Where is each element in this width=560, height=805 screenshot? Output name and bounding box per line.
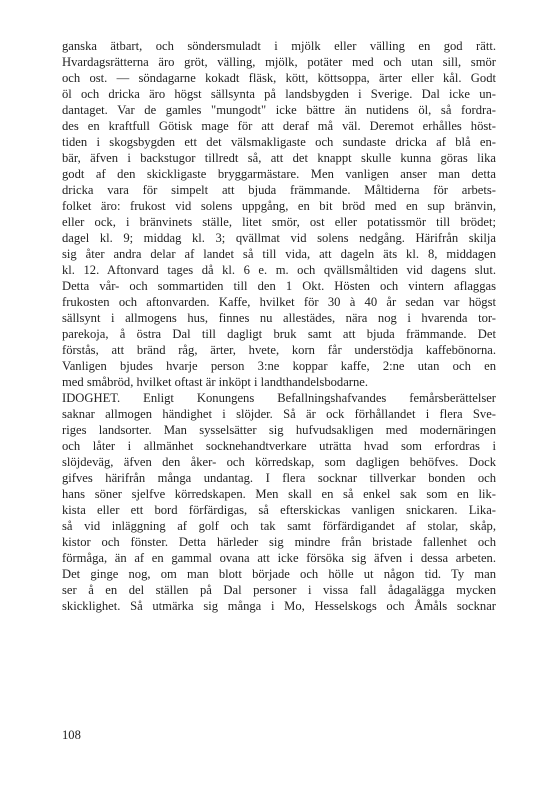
text-line: förmåga, än af en gammal ovana att icke försöka sig äfven i dessa arbeten. bbox=[62, 551, 496, 565]
text-line: bär, äfven i backstugor tillredt så, att det knappt skulle kunna göras lika bbox=[62, 151, 496, 165]
text-line: Hvardagsrätterna äro gröt, välling, mjölk, potäter med och utan sill, smör bbox=[62, 55, 496, 69]
text-line: des en kraftfull Götisk mage för att deraf må väl. Deremot erhålles höst- bbox=[62, 119, 496, 133]
text-line: dantaget. Var de gamles "mungodt" icke bättre än nutidens öl, så fordra- bbox=[62, 103, 496, 117]
text-line: och låter i allmänhet socknehandtverkare uträtta hvad som erfordras i bbox=[62, 439, 496, 453]
text-line: och ost. — söndagarne kokadt fläsk, kött, köttsoppa, ärter eller kål. Godt bbox=[62, 71, 496, 85]
text-line: ser å en del ställen på Dal personer i vissa fall ådagaläggа mycken bbox=[62, 583, 496, 597]
text-line: IDOGHET. Enligt Konungens Befallningshafvandes femårsberättelser bbox=[62, 391, 496, 405]
page-number: 108 bbox=[62, 728, 81, 742]
text-line: godt af den skickligaste bryggarmästare. Men vanligen anser man detta bbox=[62, 167, 496, 181]
text-line: sig åter andra delar af landet så till vida, att dageln äts kl. 8, middagen bbox=[62, 247, 496, 261]
text-line: frukosten och aftonvarden. Kaffe, hvilket för 30 à 40 år sedan var högst bbox=[62, 295, 496, 309]
text-line: ganska ätbart, och söndersmuladt i mjölk eller välling en god rätt. bbox=[62, 39, 496, 53]
text-line: kista eller ett bord förfärdigas, så efterskickas vanligen snickaren. Lika- bbox=[62, 503, 496, 517]
body-text bbox=[62, 38, 496, 614]
text-line: tiden i skogsbygden ett det välsmakligaste och sundaste dricka af blå en- bbox=[62, 135, 496, 149]
text-line: skicklighet. Så utmärka sig många i Mo, Hesselskogs och Åmåls socknar bbox=[62, 599, 496, 613]
text-line: folket äro: frukost vid solens uppgång, en bit bröd med en sup bränvin, bbox=[62, 199, 496, 213]
text-line: hans söner sjelfve körredskapen. Men skall en så enkel sak som en lik- bbox=[62, 487, 496, 501]
text-line: slöjdeväg, äfven den åker- och körredskap, som dagligen behöfves. Dock bbox=[62, 455, 496, 469]
text-line: eller ock, i bränvinets ställe, litet smör, ost eller potatissmör till brödet; bbox=[62, 215, 496, 229]
text-line: öl och dricka äro högst sällsynta på landsbygden i Sverige. Dal icke un- bbox=[62, 87, 496, 101]
text-line: kistor och fönster. Detta härleder sig mindre från bristade fallenhet och bbox=[62, 535, 496, 549]
text-line: Vanligen bjudes hvarje person 3:ne koppar kaffe, 2:ne utan och en bbox=[62, 359, 496, 373]
text-line: sällsynt i allmogens hus, finnes nu allestädes, nära nog i hvarenda tor- bbox=[62, 311, 496, 325]
text-line: dagel kl. 9; middag kl. 3; qvällmat vid solens nedgång. Härifrån skilja bbox=[62, 231, 496, 245]
text-line: Detta vår- och sommartiden till den 1 Okt. Hösten och vintern aflaggas bbox=[62, 279, 496, 293]
text-line: kl. 12. Aftonvard tages då kl. 6 e. m. och qvällsmåltiden vid dagens slut. bbox=[62, 263, 496, 277]
text-line: dricka vara för simpelt att bjuda främmande. Måltiderna för arbets- bbox=[62, 183, 496, 197]
text-line: riges landsorter. Man sysselsätter sig hufvudsakligen med modernäringen bbox=[62, 423, 496, 437]
text-line: parekoja, å östra Dal till dagligt bruk samt att bjuda främmande. Det bbox=[62, 327, 496, 341]
text-line: så vid inläggning af golf och tak samt förfärdigandet af stolar, skåp, bbox=[62, 519, 496, 533]
text-line: gifves härifrån många undantag. I flera socknar tillverkar bonden och bbox=[62, 471, 496, 485]
text-line: med småbröd, hvilket oftast är inköpt i landthandelsbodarne. bbox=[62, 375, 369, 389]
text-line: förstås, att bränd råg, ärter, hvete, korn får understödja kaffebönorna. bbox=[62, 343, 496, 357]
text-line: Det ginge nog, om man blott började och hölle ut någon tid. Ty man bbox=[62, 567, 496, 581]
text-line: saknar allmogen händighet i slöjder. Så är ock förhållandet i flera Sve- bbox=[62, 407, 496, 421]
